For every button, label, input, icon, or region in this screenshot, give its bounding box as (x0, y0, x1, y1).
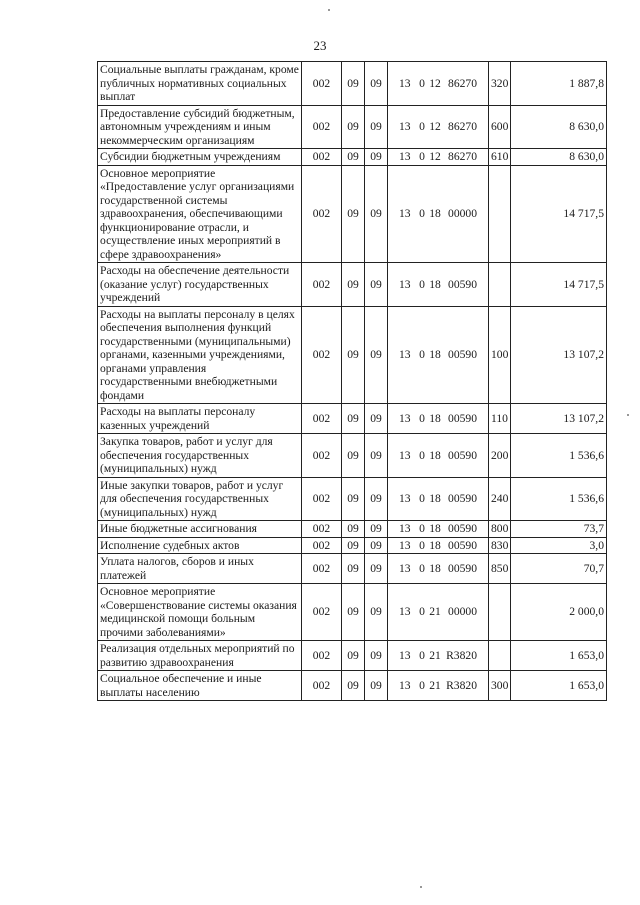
budget-table-body (98, 62, 607, 701)
target-article-code (388, 105, 489, 149)
amount: 13 107,2 (511, 404, 607, 434)
section-code: 09 (342, 641, 365, 671)
amount: 1 536,6 (511, 477, 607, 521)
target-article-code (388, 671, 489, 701)
expense-type-code (489, 584, 511, 641)
direction-code: 86270 (448, 120, 477, 133)
section-code: 09 (342, 554, 365, 584)
amount: 1 536,6 (511, 434, 607, 478)
expense-type-code (489, 263, 511, 307)
amount: 8 630,0 (511, 105, 607, 149)
section-code: 09 (342, 62, 365, 106)
direction-code: 86270 (448, 150, 477, 163)
scan-speck (627, 414, 629, 416)
program-code: 13 (399, 150, 411, 163)
expense-name: Основное мероприятие «Предоставление услуг организациями государственной системы здравоохранения, обеспечивающими функционирование отрасли, и осуществление иных мероприятий в сфере здравоохранения» (98, 165, 302, 263)
table-row (98, 537, 607, 554)
table-row (98, 477, 607, 521)
program-code: 13 (399, 277, 411, 291)
subprogram-code: 0 (419, 538, 425, 552)
target-article-code (388, 149, 489, 166)
ministry-code: 002 (302, 641, 342, 671)
subprogram-code: 0 (419, 277, 425, 291)
expense-type-code: 850 (489, 554, 511, 584)
ministry-code: 002 (302, 149, 342, 166)
direction-code: 00590 (448, 448, 477, 462)
program-code: 13 (399, 648, 411, 662)
amount: 13 107,2 (511, 306, 607, 404)
ministry-code: 002 (302, 584, 342, 641)
direction-code: 86270 (448, 76, 477, 90)
scan-speck (420, 886, 422, 888)
amount: 73,7 (511, 521, 607, 538)
target-article-code (388, 263, 489, 307)
expense-type-code: 830 (489, 537, 511, 554)
table-row (98, 149, 607, 166)
expense-name: Закупка товаров, работ и услуг для обеспечения государственных (муниципальных) нужд (98, 434, 302, 478)
expense-type-code: 300 (489, 671, 511, 701)
program-code: 13 (399, 678, 411, 692)
amount: 2 000,0 (511, 584, 607, 641)
section-code: 09 (342, 671, 365, 701)
table-row (98, 404, 607, 434)
subprogram-code: 0 (419, 120, 425, 133)
program-code: 13 (399, 76, 411, 90)
program-code: 13 (399, 411, 411, 425)
section-code: 09 (342, 584, 365, 641)
program-code: 13 (399, 561, 411, 575)
section-code: 09 (342, 306, 365, 404)
table-row (98, 554, 607, 584)
subprogram-code: 0 (419, 207, 425, 220)
table-row (98, 165, 607, 263)
table-row (98, 521, 607, 538)
event-code: 18 (429, 492, 441, 505)
subprogram-code: 0 (419, 561, 425, 575)
subprogram-code: 0 (419, 648, 425, 662)
event-code: 21 (429, 648, 441, 662)
ministry-code: 002 (302, 165, 342, 263)
amount: 3,0 (511, 537, 607, 554)
section-code: 09 (342, 537, 365, 554)
amount: 70,7 (511, 554, 607, 584)
target-article-code (388, 165, 489, 263)
subsection-code: 09 (365, 263, 388, 307)
subsection-code: 09 (365, 165, 388, 263)
section-code: 09 (342, 521, 365, 538)
expense-type-code: 610 (489, 149, 511, 166)
target-article-code (388, 306, 489, 404)
section-code: 09 (342, 105, 365, 149)
direction-code: 00000 (448, 605, 477, 619)
direction-code: 00590 (448, 492, 477, 505)
event-code: 18 (429, 207, 441, 220)
ministry-code: 002 (302, 263, 342, 307)
program-code: 13 (399, 538, 411, 552)
direction-code: 00590 (448, 277, 477, 291)
expense-name: Социальные выплаты гражданам, кроме публичных нормативных социальных выплат (98, 62, 302, 106)
target-article-code (388, 584, 489, 641)
expense-type-code: 110 (489, 404, 511, 434)
program-code: 13 (399, 522, 411, 535)
subprogram-code: 0 (419, 605, 425, 619)
ministry-code: 002 (302, 671, 342, 701)
table-row (98, 434, 607, 478)
subsection-code: 09 (365, 404, 388, 434)
target-article-code (388, 434, 489, 478)
expense-type-code: 800 (489, 521, 511, 538)
subprogram-code: 0 (419, 448, 425, 462)
table-row (98, 584, 607, 641)
expense-name: Иные закупки товаров, работ и услуг для обеспечения государственных (муниципальных) нужд (98, 477, 302, 521)
program-code: 13 (399, 207, 411, 220)
expense-name: Субсидии бюджетным учреждениям (98, 149, 302, 166)
direction-code: R3820 (446, 648, 477, 662)
event-code: 18 (429, 538, 441, 552)
expense-name: Основное мероприятие «Совершенствование системы оказания медицинской помощи больным прочими заболеваниями» (98, 584, 302, 641)
event-code: 21 (429, 605, 441, 619)
ministry-code: 002 (302, 434, 342, 478)
target-article-code (388, 537, 489, 554)
section-code: 09 (342, 165, 365, 263)
ministry-code: 002 (302, 477, 342, 521)
program-code: 13 (399, 492, 411, 505)
expense-name: Исполнение судебных актов (98, 537, 302, 554)
scan-speck (328, 9, 330, 11)
event-code: 18 (429, 348, 441, 361)
event-code: 18 (429, 561, 441, 575)
subsection-code: 09 (365, 105, 388, 149)
direction-code: 00000 (448, 207, 477, 220)
table-row (98, 263, 607, 307)
target-article-code (388, 521, 489, 538)
subsection-code: 09 (365, 671, 388, 701)
ministry-code: 002 (302, 537, 342, 554)
amount: 14 717,5 (511, 263, 607, 307)
program-code: 13 (399, 448, 411, 462)
subsection-code: 09 (365, 584, 388, 641)
expense-type-code: 240 (489, 477, 511, 521)
expense-name: Предоставление субсидий бюджетным, автономным учреждениям и иным некоммерческим организациям (98, 105, 302, 149)
table-row (98, 641, 607, 671)
expense-name: Реализация отдельных мероприятий по развитию здравоохранения (98, 641, 302, 671)
ministry-code: 002 (302, 306, 342, 404)
subprogram-code: 0 (419, 678, 425, 692)
expense-name: Уплата налогов, сборов и иных платежей (98, 554, 302, 584)
event-code: 18 (429, 411, 441, 425)
page-number: 23 (313, 38, 327, 53)
amount: 8 630,0 (511, 149, 607, 166)
subsection-code: 09 (365, 149, 388, 166)
target-article-code (388, 404, 489, 434)
subprogram-code: 0 (419, 492, 425, 505)
target-article-code (388, 477, 489, 521)
section-code: 09 (342, 404, 365, 434)
subprogram-code: 0 (419, 411, 425, 425)
event-code: 12 (429, 120, 441, 133)
program-code: 13 (399, 605, 411, 619)
subsection-code: 09 (365, 554, 388, 584)
section-code: 09 (342, 434, 365, 478)
ministry-code: 002 (302, 554, 342, 584)
subprogram-code: 0 (419, 348, 425, 361)
subprogram-code: 0 (419, 76, 425, 90)
direction-code: 00590 (448, 561, 477, 575)
direction-code: 00590 (448, 522, 477, 535)
subprogram-code: 0 (419, 150, 425, 163)
direction-code: 00590 (448, 411, 477, 425)
expense-name: Расходы на обеспечение деятельности (оказание услуг) государственных учреждений (98, 263, 302, 307)
ministry-code: 002 (302, 62, 342, 106)
subsection-code: 09 (365, 62, 388, 106)
expense-name: Иные бюджетные ассигнования (98, 521, 302, 538)
subsection-code: 09 (365, 641, 388, 671)
table-row (98, 306, 607, 404)
target-article-code (388, 641, 489, 671)
section-code: 09 (342, 149, 365, 166)
direction-code: 00590 (448, 538, 477, 552)
subsection-code: 09 (365, 434, 388, 478)
expense-name: Расходы на выплаты персоналу казенных учреждений (98, 404, 302, 434)
event-code: 18 (429, 522, 441, 535)
amount: 1 887,8 (511, 62, 607, 106)
amount: 1 653,0 (511, 641, 607, 671)
ministry-code: 002 (302, 404, 342, 434)
target-article-code (388, 62, 489, 106)
program-code: 13 (399, 348, 411, 361)
ministry-code: 002 (302, 521, 342, 538)
budget-table (97, 61, 607, 701)
table-row (98, 671, 607, 701)
section-code: 09 (342, 263, 365, 307)
amount: 14 717,5 (511, 165, 607, 263)
event-code: 21 (429, 678, 441, 692)
event-code: 18 (429, 448, 441, 462)
expense-name: Расходы на выплаты персоналу в целях обеспечения выполнения функций государственными (муниципальными) органами, казенными учреждениями, органами управления государственными внебюджетными фондами (98, 306, 302, 404)
program-code: 13 (399, 120, 411, 133)
event-code: 18 (429, 277, 441, 291)
table-row (98, 105, 607, 149)
subsection-code: 09 (365, 477, 388, 521)
subsection-code: 09 (365, 306, 388, 404)
direction-code: 00590 (448, 348, 477, 361)
event-code: 12 (429, 150, 441, 163)
expense-type-code (489, 165, 511, 263)
expense-type-code: 600 (489, 105, 511, 149)
target-article-code (388, 554, 489, 584)
amount: 1 653,0 (511, 671, 607, 701)
section-code: 09 (342, 477, 365, 521)
expense-type-code (489, 641, 511, 671)
table-row (98, 62, 607, 106)
expense-type-code: 200 (489, 434, 511, 478)
expense-name: Социальное обеспечение и иные выплаты населению (98, 671, 302, 701)
event-code: 12 (429, 76, 441, 90)
subprogram-code: 0 (419, 522, 425, 535)
direction-code: R3820 (446, 678, 477, 692)
subsection-code: 09 (365, 537, 388, 554)
expense-type-code: 100 (489, 306, 511, 404)
ministry-code: 002 (302, 105, 342, 149)
expense-type-code: 320 (489, 62, 511, 106)
subsection-code: 09 (365, 521, 388, 538)
